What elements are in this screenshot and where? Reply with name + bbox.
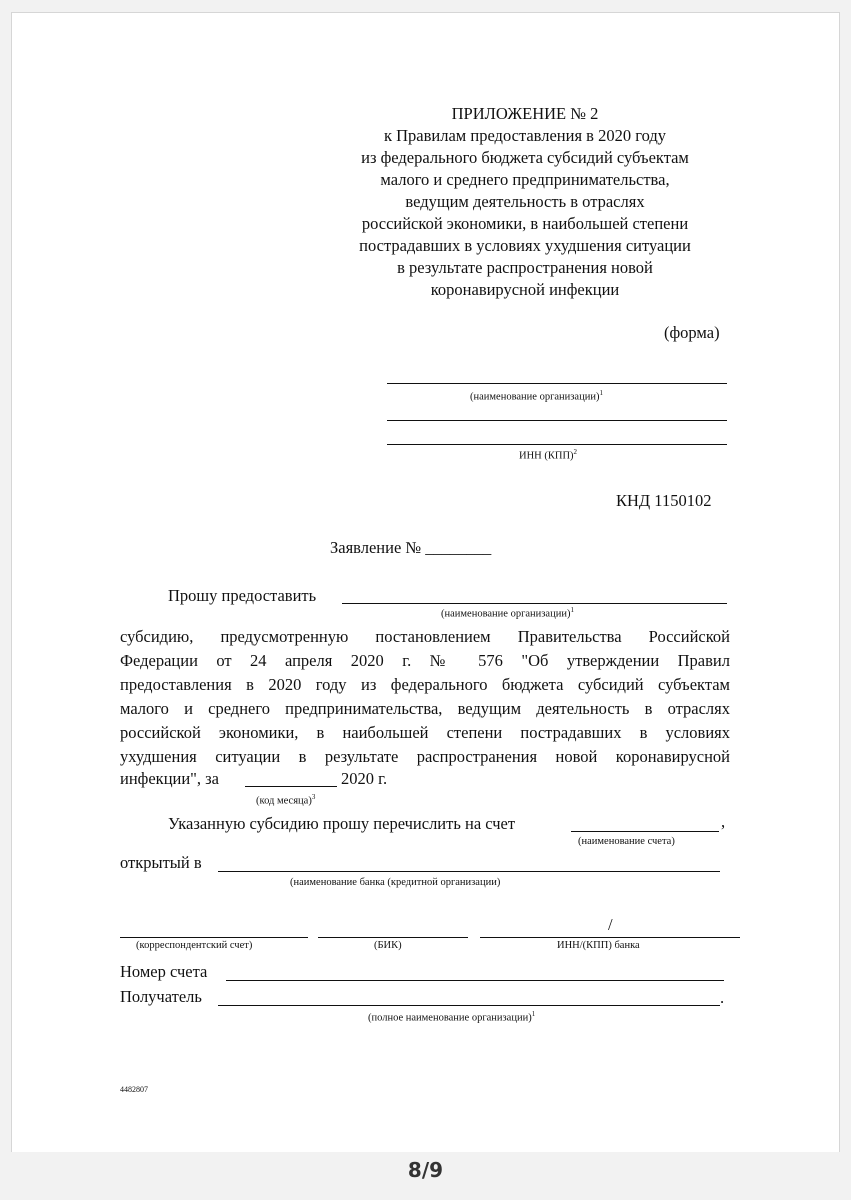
form-label: (форма) xyxy=(664,323,720,342)
comma: , xyxy=(721,812,726,831)
month-line xyxy=(245,786,337,787)
body-line: российской экономики, в наибольшей степени пострадавших в условиях xyxy=(120,723,730,742)
account-number-line xyxy=(226,980,724,981)
header-line: в результате распространения новой xyxy=(397,258,653,277)
header-line: из федерального бюджета субсидий субъектам xyxy=(361,148,689,167)
pagination-bar xyxy=(0,1152,851,1200)
opened-in-label: открытый в xyxy=(120,853,202,872)
body-line: малого и среднего предпринимательства, ведущим деятельность в отраслях xyxy=(120,699,730,718)
corr-account-caption: (корреспондентский счет) xyxy=(136,940,253,951)
transfer-text: Указанную субсидию прошу перечислить на счет xyxy=(168,814,516,833)
bank-inn-line xyxy=(480,937,740,938)
body-last-line-end: 2020 г. xyxy=(341,769,388,788)
account-name-line xyxy=(571,831,719,832)
bank-caption: (наименование банка (кредитной организации) xyxy=(290,877,501,888)
corr-account-line xyxy=(120,937,308,938)
body-line: предоставления в 2020 году из федерального бюджета субсидий субъектам xyxy=(120,675,730,694)
bik-caption: (БИК) xyxy=(374,940,402,951)
knd-code: КНД 1150102 xyxy=(616,491,712,510)
request-lead: Прошу предоставить xyxy=(168,586,317,605)
body-line: ухудшения ситуации в результате распространения новой коронавирусной xyxy=(120,747,730,766)
appendix-header xyxy=(300,103,750,301)
total-pages: 9 xyxy=(429,1158,444,1182)
page-separator: / xyxy=(421,1158,430,1182)
account-number-label: Номер счета xyxy=(120,962,208,981)
body-last-line-start: инфекции", за xyxy=(120,769,220,788)
org-name-caption: (наименование организации)$^1$ xyxy=(470,389,603,403)
bank-inn-caption: ИНН/(КПП) банка xyxy=(557,940,640,951)
inn-caption: ИНН (КПП)$^2$ xyxy=(519,448,578,462)
statement-title: Заявление № ________ xyxy=(330,538,492,557)
document-code: 4482807 xyxy=(120,1085,148,1094)
header-line: пострадавших в условиях ухудшения ситуации xyxy=(359,236,691,255)
inn-line xyxy=(387,444,727,445)
body-line: субсидию, предусмотренную постановлением Правительства Российской xyxy=(120,627,730,646)
header-line: к Правилам предоставления в 2020 году xyxy=(384,126,666,145)
current-page: 8 xyxy=(407,1158,422,1182)
page-counter xyxy=(408,1158,443,1182)
header-line: ведущим деятельность в отраслях xyxy=(405,192,645,211)
header-line: российской экономики, в наибольшей степени xyxy=(361,214,689,233)
header-line: ПРИЛОЖЕНИЕ № 2 xyxy=(451,104,599,123)
recipient-caption: (полное наименование организации)$^1$ xyxy=(368,1010,536,1024)
header-line: малого и среднего предпринимательства, xyxy=(380,170,670,189)
request-org-caption: (наименование организации)$^1$ xyxy=(441,606,574,620)
body-line: Федерации от 24 апреля 2020 г. № 576 "Об утверждении Правил xyxy=(120,651,730,670)
recipient-line xyxy=(218,1005,720,1006)
inn-kpp-separator: / xyxy=(608,915,613,934)
account-caption: (наименование счета) xyxy=(578,836,675,847)
bank-line xyxy=(218,871,720,872)
bik-line xyxy=(318,937,468,938)
period: . xyxy=(720,988,725,1007)
month-caption: (код месяца)$^3$ xyxy=(256,793,316,807)
header-line: коронавирусной инфекции xyxy=(430,280,620,299)
org-name-line xyxy=(387,383,727,384)
recipient-label: Получатель xyxy=(120,987,202,1006)
request-body xyxy=(120,625,730,769)
org-extra-line xyxy=(387,420,727,421)
request-org-line xyxy=(342,603,727,604)
